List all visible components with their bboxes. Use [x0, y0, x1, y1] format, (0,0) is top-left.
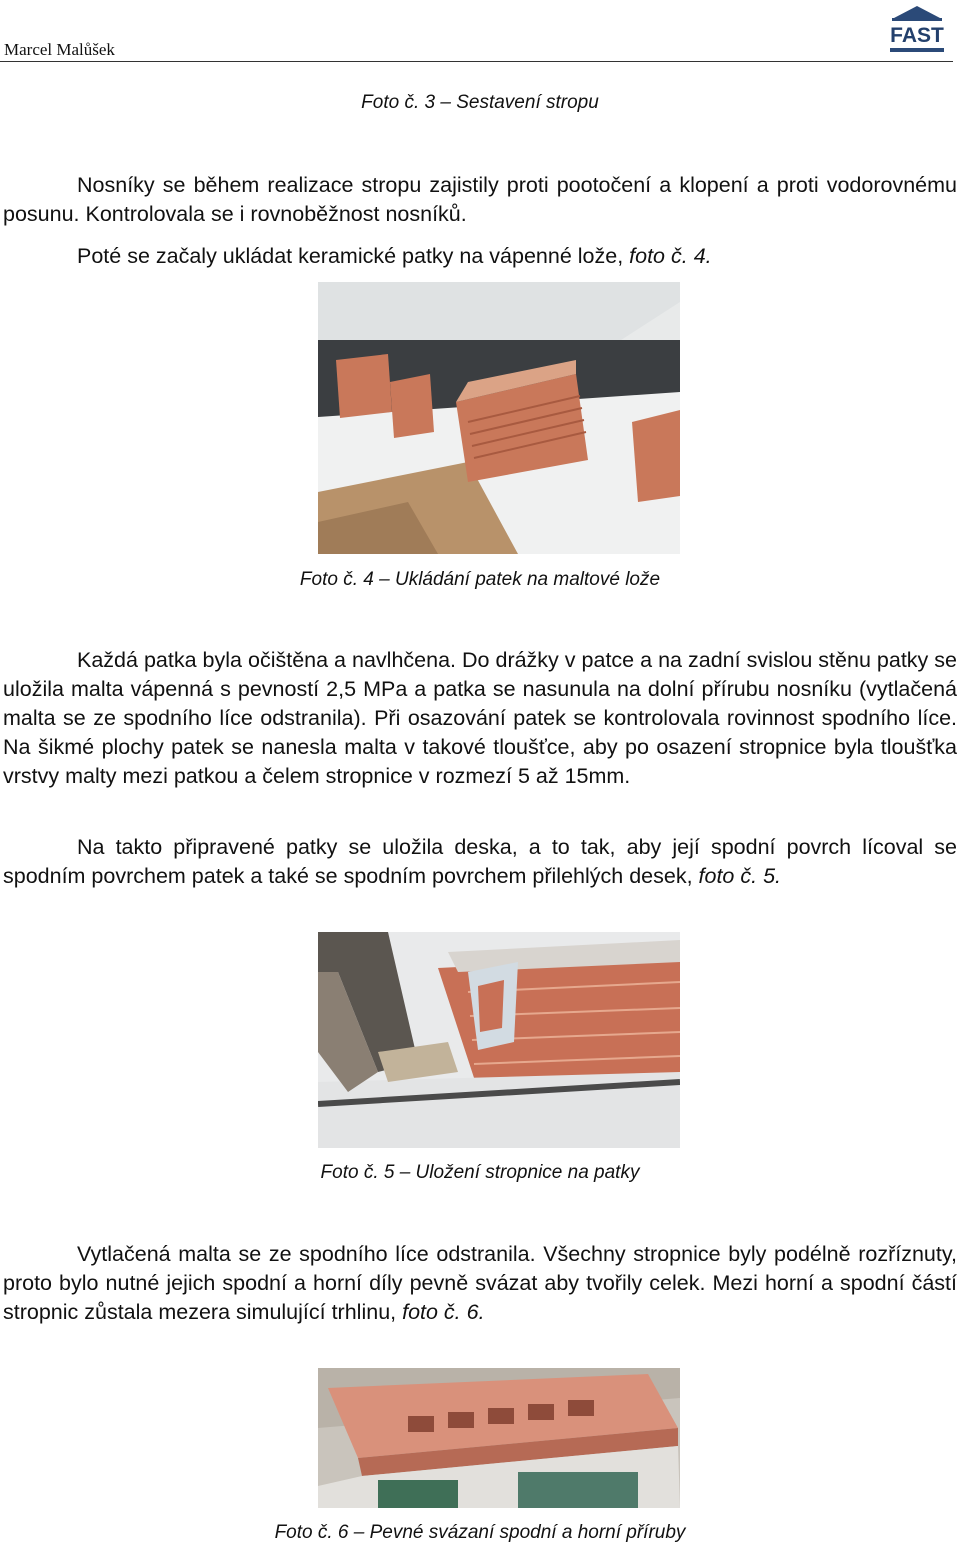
- paragraph-board-cutting: [3, 1240, 957, 1327]
- photo-ref-5: foto č. 5.: [698, 864, 781, 888]
- paragraph-ceramic-feet: [3, 242, 957, 271]
- logo-text: FAST: [890, 24, 944, 47]
- paragraph-foot-cleaning: Každá patka byla očištěna a navlhčena. Do drážky v patce a na zadní svislou stěnu patky se uložila malta vápenná s pevností 2,5 MPa a patka se nasunula na dolní přírubu nosníku (vytlačená malta se ze spodního líce odstranila). Při osazování patek se kontrolovala rovinnost spodního líce. Na šikmé plochy patek se nanesla malta v takové tloušťce, aby po osazení stropnice byla tloušťka vrstvy malty mezi patkou a čelem stropnice v rozmezí 5 až 15mm.: [3, 648, 957, 788]
- paragraph-ceramic-feet-text: Poté se začaly ukládat keramické patky na vápenné lože,: [77, 244, 630, 268]
- photo-5-board-on-feet: [318, 932, 680, 1148]
- header-rule: [0, 61, 953, 62]
- photo-ref-4: foto č. 4.: [629, 244, 712, 268]
- paragraph-board-placement: [3, 833, 957, 891]
- paragraph-board-cutting-text: Vytlačená malta se ze spodního líce odstranila. Všechny stropnice byly podélně rozříznuty, proto bylo nutné jejich spodní a horní díly pevně svázat aby tvořily celek. Mezi horní a spodní částí stropnic zůstala mezera simulující trhlinu,: [3, 1242, 957, 1324]
- paragraph-board-placement-text: Na takto připravené patky se uložila deska, a to tak, aby její spodní povrch lícoval se spodním povrchem patek a také se spodním povrchem přilehlých desek,: [3, 835, 957, 888]
- fast-logo: [884, 4, 950, 58]
- photo-ref-6: foto č. 6.: [402, 1300, 485, 1324]
- paragraph-beams: Nosníky se během realizace stropu zajistily proti pootočení a klopení a proti vodorovnému posunu. Kontrolovala se i rovnoběžnost nosníků.: [3, 173, 957, 226]
- photo-4-ceramic-feet: [318, 282, 680, 554]
- caption-foto-3: Foto č. 3 – Sestavení stropu: [361, 92, 599, 113]
- caption-foto-6: Foto č. 6 – Pevné svázaní spodní a horní příruby: [274, 1522, 686, 1543]
- caption-foto-5: Foto č. 5 – Uložení stropnice na patky: [320, 1162, 640, 1183]
- photo-6-bonded-flanges: [318, 1368, 680, 1508]
- header-author: Marcel Malůšek: [4, 40, 115, 59]
- caption-foto-4: Foto č. 4 – Ukládání patek na maltové lože: [299, 569, 661, 590]
